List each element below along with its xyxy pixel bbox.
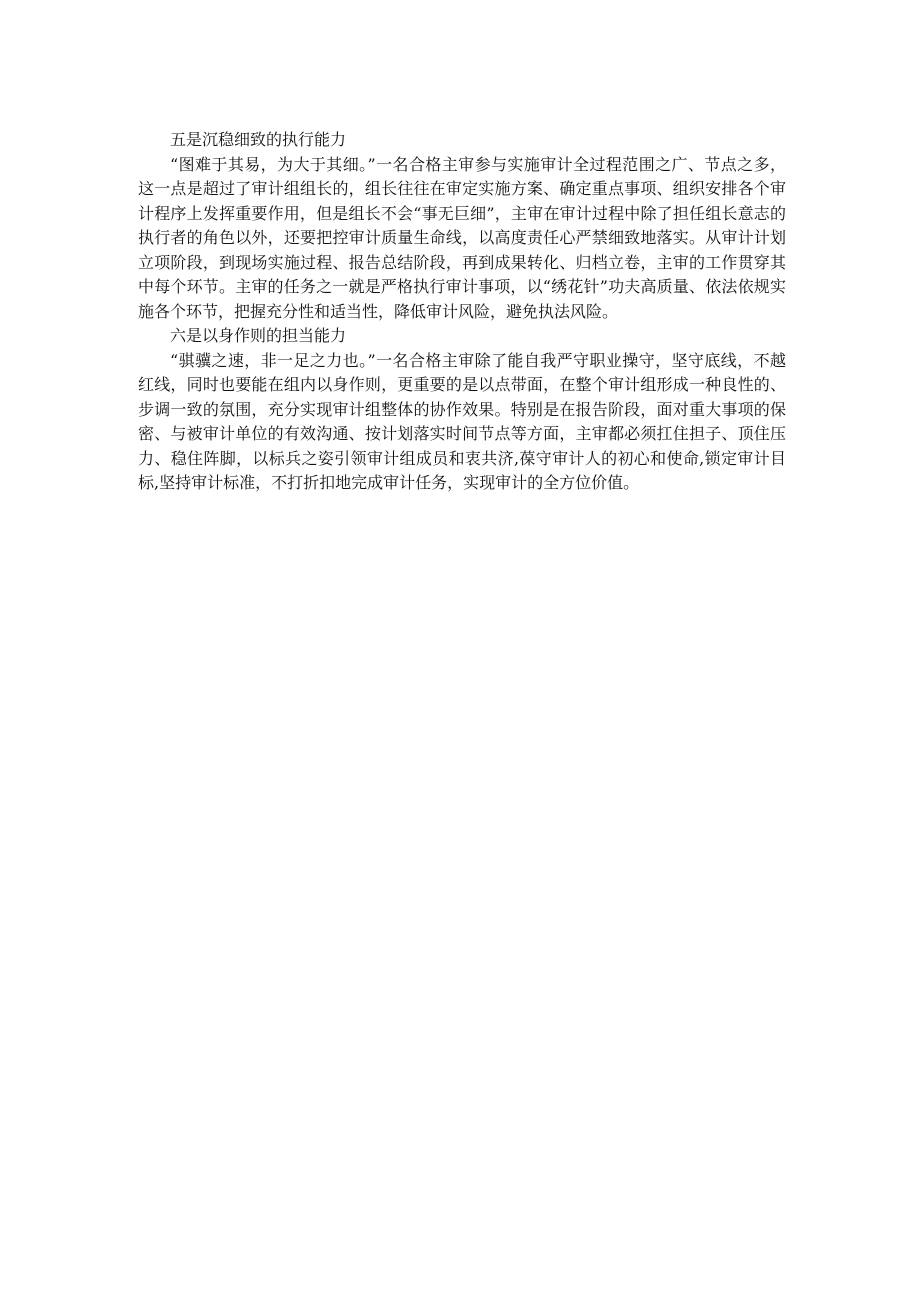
section-paragraph-execution: “图难于其易，为大于其细。”一名合格主审参与实施审计全过程范围之广、节点之多，这一点是超过了审计组组长的，组长往往在审定实施方案、确定重点事项、组织安排各个审计程序上发挥重要作用，但是组长不会“事无巨细”，主审在审计过程中除了担任组长意志的执行者的角色以外，还要把控审计质量生命线，以高度责任心严禁细致地落实。从审计计划立项阶段，到现场实施过程、报告总结阶段，再到成果转化、归档立卷，主审的工作贯穿其中每个环节。主审的任务之一就是严格执行审计事项，以“绣花针”功夫高质量、依法依规实施各个环节，把握充分性和适当性，降低审计风险，避免执法风险。 <box>138 154 786 321</box>
document-body <box>138 128 786 496</box>
section-heading-responsibility: 六是以身作则的担当能力 <box>170 326 347 345</box>
section-paragraph-responsibility: “骐骥之速，非一足之力也。”一名合格主审除了能自我严守职业操守，坚守底线，不越红线，同时也要能在组内以身作则，更重要的是以点带面，在整个审计组形成一种良性的、步调一致的氛围，充分实现审计组整体的协作效果。特别是在报告阶段，面对重大事项的保密、与被审计单位的有效沟通、按计划落实时间节点等方面，主审都必须扛住担子、顶住压力、稳住阵脚，以标兵之姿引领审计组成员和衷共济,葆守审计人的初心和使命,锁定审计目标,坚持审计标准，不打折扣地完成审计任务，实现审计的全方位价值。 <box>138 350 786 492</box>
section-heading-execution: 五是沉稳细致的执行能力 <box>170 130 347 149</box>
